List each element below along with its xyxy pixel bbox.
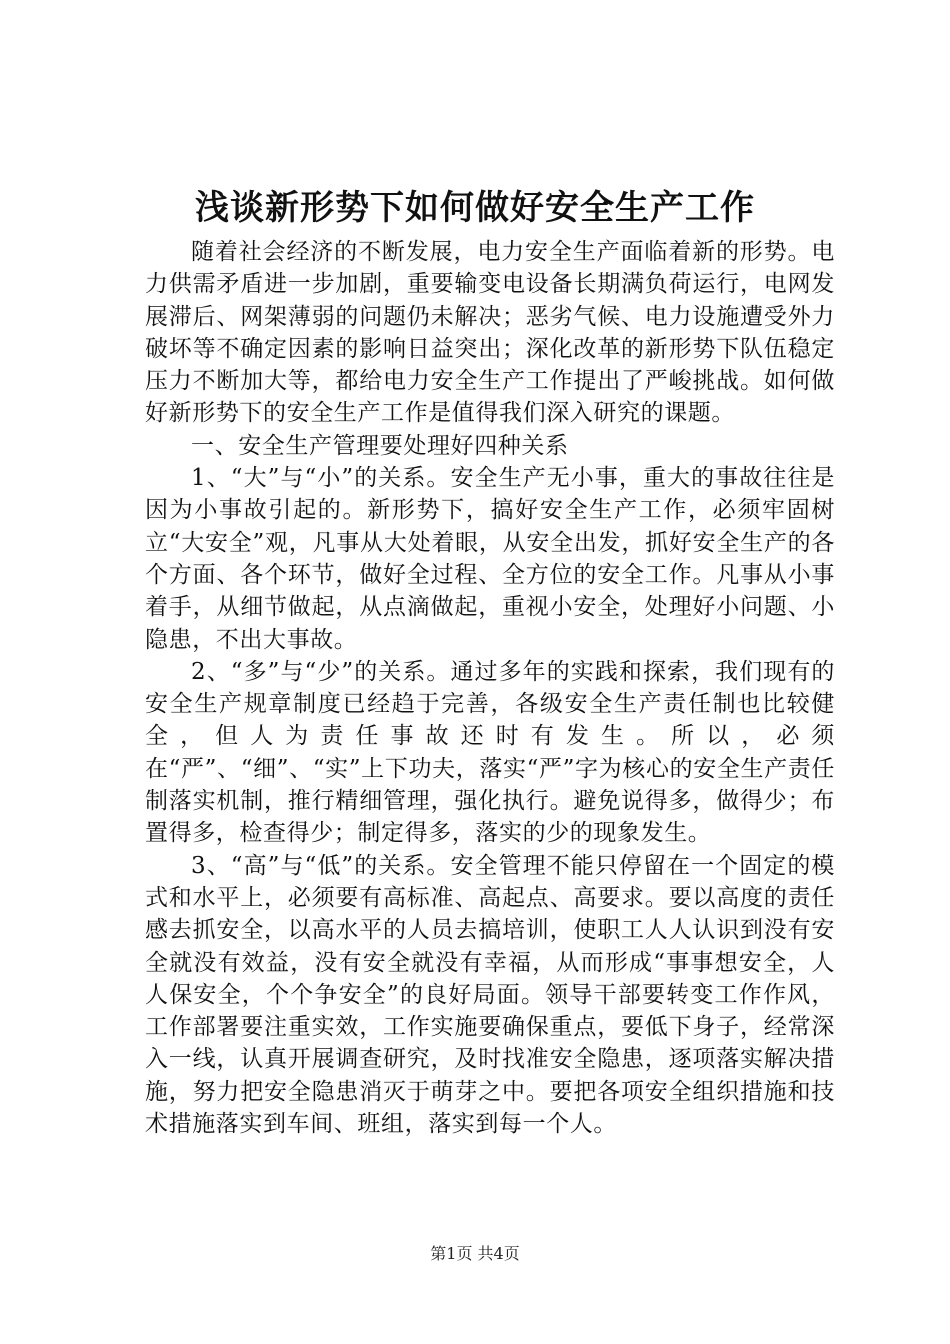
paragraph-point-1: 1、“大”与“小”的关系。安全生产无小事，重大的事故往往是因为小事故引起的。新形势下，搞好安全生产工作，必须牢固树立“大安全”观，凡事从大处着眼，从安全出发，抓好安全生产的各个方面、各个环节，做好全过程、全方位的安全工作。凡事从小事着手，从细节做起，从点滴做起，重视小安全，处理好小问题、小隐患，不出大事故。 xyxy=(145,465,835,653)
document-title: 浅谈新形势下如何做好安全生产工作 xyxy=(195,188,755,228)
document-body xyxy=(145,236,835,1140)
paragraph-point-3: 3、“高”与“低”的关系。安全管理不能只停留在一个固定的模式和水平上，必须要有高标准、高起点、高要求。要以高度的责任感去抓安全，以高水平的人员去搞培训，使职工人人认识到没有安全就没有效益，没有安全就没有幸福，从而形成“事事想安全，人人保安全，个个争安全”的良好局面。领导干部要转变工作作风，工作部署要注重实效，工作实施要确保重点，要低下身子，经常深入一线，认真开展调查研究，及时找准安全隐患，逐项落实解决措施，努力把安全隐患消灭于萌芽之中。要把各项安全组织措施和技术措施落实到车间、班组，落实到每一个人。 xyxy=(145,852,835,1138)
paragraph-intro: 随着社会经济的不断发展，电力安全生产面临着新的形势。电力供需矛盾进一步加剧，重要输变电设备长期满负荷运行，电网发展滞后、网架薄弱的问题仍未解决；恶劣气候、电力设施遭受外力破坏等不确定因素的影响日益突出；深化改革的新形势下队伍稳定压力不断加大等，都给电力安全生产工作提出了严峻挑战。如何做好新形势下的安全生产工作是值得我们深入研究的课题。 xyxy=(145,239,835,427)
paragraph-point-2: 2、“多”与“少”的关系。通过多年的实践和探索，我们现有的安全生产规章制度已经趋于完善，各级安全生产责任制也比较健全，但人为责任事故还时有发生。所以，必须在“严”、“细”、“实”上下功夫，落实“严”字为核心的安全生产责任制落实机制，推行精细管理，强化执行。避免说得多，做得少；布置得多，检查得少；制定得多，落实的少的现象发生。 xyxy=(145,658,835,847)
page-number-footer: 第1页 共4页 xyxy=(430,1244,520,1263)
section-heading: 一、安全生产管理要处理好四种关系 xyxy=(191,432,569,459)
